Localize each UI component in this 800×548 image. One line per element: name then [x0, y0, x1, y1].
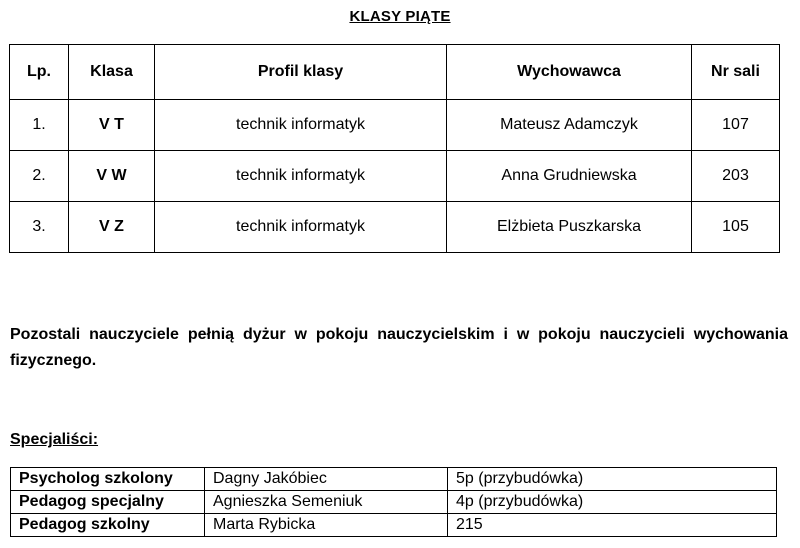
cell-klasa: V T [69, 100, 155, 151]
cell-klasa: V W [69, 151, 155, 202]
header-nr-sali: Nr sali [692, 45, 780, 100]
cell-room: 4p (przybudówka) [448, 491, 777, 514]
cell-person: Marta Rybicka [205, 514, 448, 537]
cell-lp: 3. [10, 202, 69, 253]
table-row [11, 514, 777, 537]
classes-table [9, 44, 780, 253]
cell-profil: technik informatyk [155, 100, 447, 151]
header-wychowawca: Wychowawca [447, 45, 692, 100]
cell-profil: technik informatyk [155, 202, 447, 253]
cell-lp: 2. [10, 151, 69, 202]
cell-room: 5p (przybudówka) [448, 468, 777, 491]
page-title: KLASY PIĄTE [349, 8, 451, 25]
header-lp: Lp. [10, 45, 69, 100]
cell-role: Pedagog szkolny [11, 514, 205, 537]
cell-nr-sali: 107 [692, 100, 780, 151]
cell-wychowawca: Anna Grudniewska [447, 151, 692, 202]
specialists-heading: Specjaliści: [10, 431, 99, 448]
specialists-table [10, 467, 777, 537]
cell-nr-sali: 203 [692, 151, 780, 202]
cell-klasa: V Z [69, 202, 155, 253]
cell-room: 215 [448, 514, 777, 537]
cell-person: Dagny Jakóbiec [205, 468, 448, 491]
header-profil: Profil klasy [155, 45, 447, 100]
cell-wychowawca: Mateusz Adamczyk [447, 100, 692, 151]
table-row [11, 491, 777, 514]
cell-role: Pedagog specjalny [11, 491, 205, 514]
duty-note: Pozostali nauczyciele pełnią dyżur w pokoju nauczycielskim i w pokoju nauczycieli wychowania fizycznego. [10, 326, 788, 369]
table-row [11, 468, 777, 491]
cell-person: Agnieszka Semeniuk [205, 491, 448, 514]
cell-role: Psycholog szkolony [11, 468, 205, 491]
table-row [10, 151, 780, 202]
header-klasa: Klasa [69, 45, 155, 100]
cell-wychowawca: Elżbieta Puszkarska [447, 202, 692, 253]
cell-lp: 1. [10, 100, 69, 151]
table-header-row [10, 45, 780, 100]
cell-nr-sali: 105 [692, 202, 780, 253]
table-row [10, 202, 780, 253]
cell-profil: technik informatyk [155, 151, 447, 202]
table-row [10, 100, 780, 151]
